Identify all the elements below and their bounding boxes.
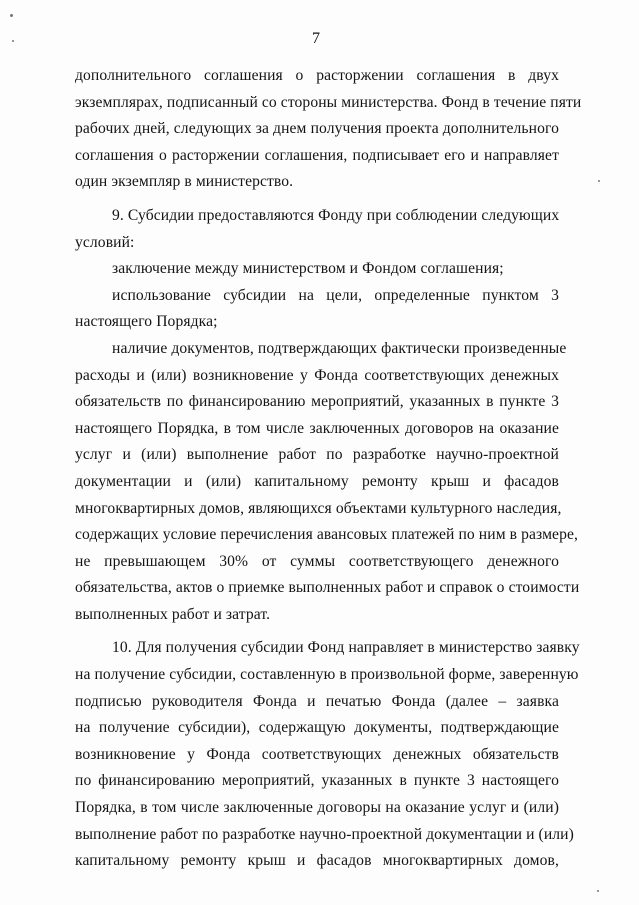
text-line: экземплярах, подписанный со стороны министерства. Фонд в течение пяти: [75, 93, 582, 111]
scan-speck: [598, 180, 600, 182]
text-line: расходы и (или) возникновение у Фонда соответствующих денежных: [75, 366, 559, 384]
text-line: один экземпляр в министерство.: [75, 173, 294, 191]
text-line: многоквартирных домов, являющихся объектами культурного наследия,: [75, 499, 562, 517]
text-line: настоящего Порядка, в том числе заключенных договоров на оказание: [75, 419, 559, 437]
text-line: услуг и (или) выполнение работ по разработке научно-проектной: [75, 446, 559, 464]
text-line: выполненных работ и затрат.: [75, 605, 271, 623]
text-line: настоящего Порядка;: [75, 313, 218, 331]
text-line: наличие документов, подтверждающих фактически произведенные: [112, 339, 567, 357]
text-line: не превышающем 30% от суммы соответствующего денежного: [75, 552, 559, 570]
text-line: документации и (или) капитальному ремонту крыш и фасадов: [75, 472, 559, 490]
body-text: [75, 63, 582, 875]
text-line: содержащих условие перечисления авансовых платежей по ним в размере,: [75, 526, 578, 544]
scan-speck: [12, 40, 14, 42]
scan-speck: [10, 14, 13, 17]
scan-speck: [597, 890, 599, 892]
text-line: на получение субсидии), содержащую документы, подтверждающие: [75, 719, 559, 737]
text-line: обязательства, актов о приемке выполненных работ и справок о стоимости: [75, 579, 580, 597]
text-line: заключение между министерством и Фондом соглашения;: [112, 260, 504, 278]
text-line: рабочих дней, следующих за днем получения проекта дополнительного: [75, 120, 559, 138]
text-line: обязательств по финансированию мероприятий, указанных в пункте 3: [75, 393, 559, 411]
page-number: 7: [312, 30, 320, 47]
text-line: по финансированию мероприятий, указанных в пункте 3 настоящего: [75, 772, 559, 790]
text-line: возникновение у Фонда соответствующих денежных обязательств: [75, 745, 559, 763]
text-line: выполнение работ по разработке научно-проектной документации и (или): [75, 825, 574, 843]
text-line: 10. Для получения субсидии Фонд направляет в министерство заявку: [112, 639, 580, 657]
text-line: капитальному ремонту крыш и фасадов многоквартирных домов,: [75, 852, 559, 870]
text-line: условий:: [75, 233, 135, 251]
text-line: 9. Субсидии предоставляются Фонду при соблюдении следующих: [112, 206, 560, 224]
text-line: на получение субсидии, составленную в произвольной форме, заверенную: [75, 666, 579, 684]
text-line: подписью руководителя Фонда и печатью Фонда (далее – заявка: [75, 692, 559, 710]
text-line: Порядка, в том числе заключенные договоры на оказание услуг и (или): [75, 799, 559, 817]
text-line: использование субсидии на цели, определенные пунктом 3: [112, 286, 559, 304]
text-line: соглашения о расторжении соглашения, подписывает его и направляет: [75, 146, 559, 164]
text-line: дополнительного соглашения о расторжении соглашения в двух: [75, 67, 559, 84]
